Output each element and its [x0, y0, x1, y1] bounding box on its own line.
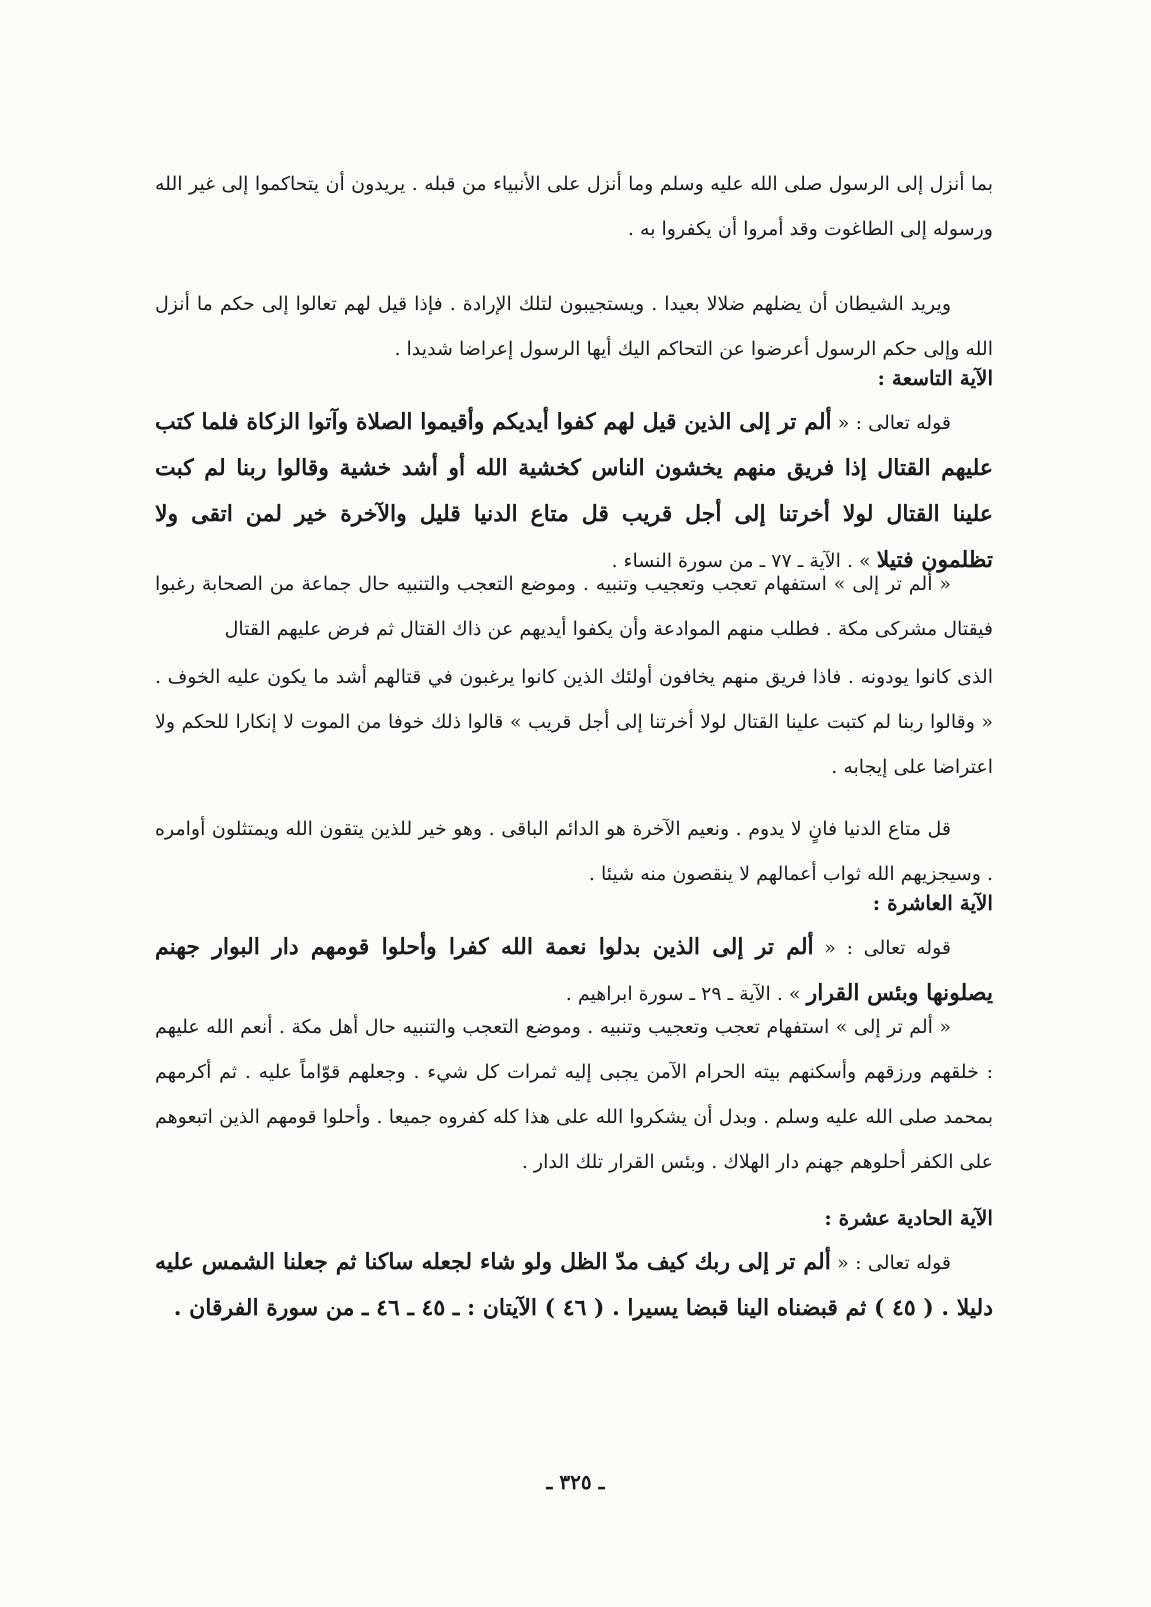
- body-text: بما أنزل إلى الرسول صلى الله عليه وسلم وما أنزل على الأنبياء من قبله . يريدون أن يتحاكموا إلى غير الله ورسوله إلى الطاغوت وقد أمروا أن يكفروا به .: [155, 173, 993, 240]
- quote-reference: » . الآية ـ ٢٩ ـ سورة ابراهيم .: [565, 983, 807, 1005]
- quote-eleventh-verse: [155, 1240, 993, 1332]
- paragraph-3: [155, 562, 993, 652]
- paragraph-4: [155, 655, 993, 790]
- quran-quote: [155, 925, 993, 1017]
- body-text: قل متاع الدنيا فانٍ لا يدوم . ونعيم الآخرة هو الدائم الباقى . وهو خير للذين يتقون الله ويمتثلون أوامره . وسيجزيهم الله ثواب أعمالهم لا ينقصون منه شيئا .: [155, 818, 993, 885]
- heading-tenth-verse: [155, 883, 993, 923]
- paragraph-1: [155, 162, 993, 252]
- quote-reference: » . الآية ـ ٧٧ ـ من سورة النساء .: [611, 550, 877, 572]
- quote-lead: قوله تعالى : «: [830, 1252, 951, 1274]
- quran-quote: [155, 1240, 993, 1332]
- page-number: ـ ٣٢٥ ـ: [546, 1470, 605, 1494]
- quote-text: ألم تر إلى ربك كيف مدّ الظل ولو شاء لجعله ساكنا ثم جعلنا الشمس عليه دليلا . ( ٤٥ ) ثم قبضناه الينا قبضا يسيرا . ( ٤٦ ) الآيتان : ـ ٤٥ ـ ٤٦ ـ من سورة الفرقان .: [155, 1249, 993, 1321]
- body-text: « ألم تر إلى » استفهام تعجب وتعجيب وتنبيه . وموضع التعجب والتنبيه حال جماعة من الصحابة رغبوا فيقتال مشركى مكة . فطلب منهم الموادعة وأن يكفوا أيديهم عن ذاك القتال ثم فرض عليهم القتال: [155, 573, 993, 640]
- quote-tenth-verse: [155, 925, 993, 1017]
- body-text: ويريد الشيطان أن يضلهم ضلالا بعيدا . ويستجيبون لتلك الإرادة . فإذا قيل لهم تعالوا إلى حكم ما أنزل الله وإلى حكم الرسول أعرضوا عن التحاكم اليك أيها الرسول إعراضا شديدا .: [155, 293, 993, 360]
- section-heading: الآية العاشرة :: [872, 891, 993, 915]
- section-heading: الآية التاسعة :: [877, 366, 993, 390]
- body-text: « ألم تر إلى » استفهام تعجب وتعجيب وتنبيه . وموضع التعجب والتنبيه حال أهل مكة . أنعم الله عليهم : خلقهم ورزقهم وأسكنهم بيته الحرام الآمن يجبى إليه ثمرات كل شيء . وجعلهم قوّاماً عليه . ثم أكرمهم بمحمد صلى الله عليه وسلم . وبدل أن يشكروا الله على هذا كله كفروه جميعا . وأحلوا قومهم الذين اتبعوهم على الكفر أحلوهم جهنم دار الهلاك . وبئس القرار تلك الدار .: [155, 1016, 993, 1173]
- section-heading: الآية الحادية عشرة :: [824, 1206, 993, 1230]
- quote-text: ألم تر إلى الذين قيل لهم كفوا أيديكم وأقيموا الصلاة وآتوا الزكاة فلما كتب عليهم القتال إذا فريق منهم يخشون الناس كخشية الله أو أشد خشية وقالوا ربنا لم كبت علينا القتال لولا أخرتنا إلى أجل قريب قل متاع الدنيا قليل والآخرة خير لمن اتقى ولا تظلمون فتيلا: [155, 409, 993, 573]
- heading-ninth-verse: [155, 358, 993, 398]
- quote-lead: قوله تعالى : «: [813, 937, 951, 959]
- quote-text: ألم تر إلى الذين بدلوا نعمة الله كفرا وأحلوا قومهم دار البوار جهنم يصلونها وبئس القرار: [155, 934, 993, 1006]
- body-text: الذى كانوا يودونه . فاذا فريق منهم يخافون أولئك الذين كانوا يرغبون في قتالهم أشد ما يكون عليه الخوف . « وقالوا ربنا لم كتبت علينا القتال لولا أخرتنا إلى أجل قريب » قالوا ذلك خوفا من الموت لا إنكارا للحكم ولا اعتراضا على إيجابه .: [155, 666, 993, 778]
- heading-eleventh-verse: [155, 1198, 993, 1238]
- quote-ninth-verse: [155, 400, 993, 584]
- quote-lead: قوله تعالى : «: [831, 412, 951, 434]
- paragraph-6: [155, 1005, 993, 1185]
- quran-quote: [155, 400, 993, 584]
